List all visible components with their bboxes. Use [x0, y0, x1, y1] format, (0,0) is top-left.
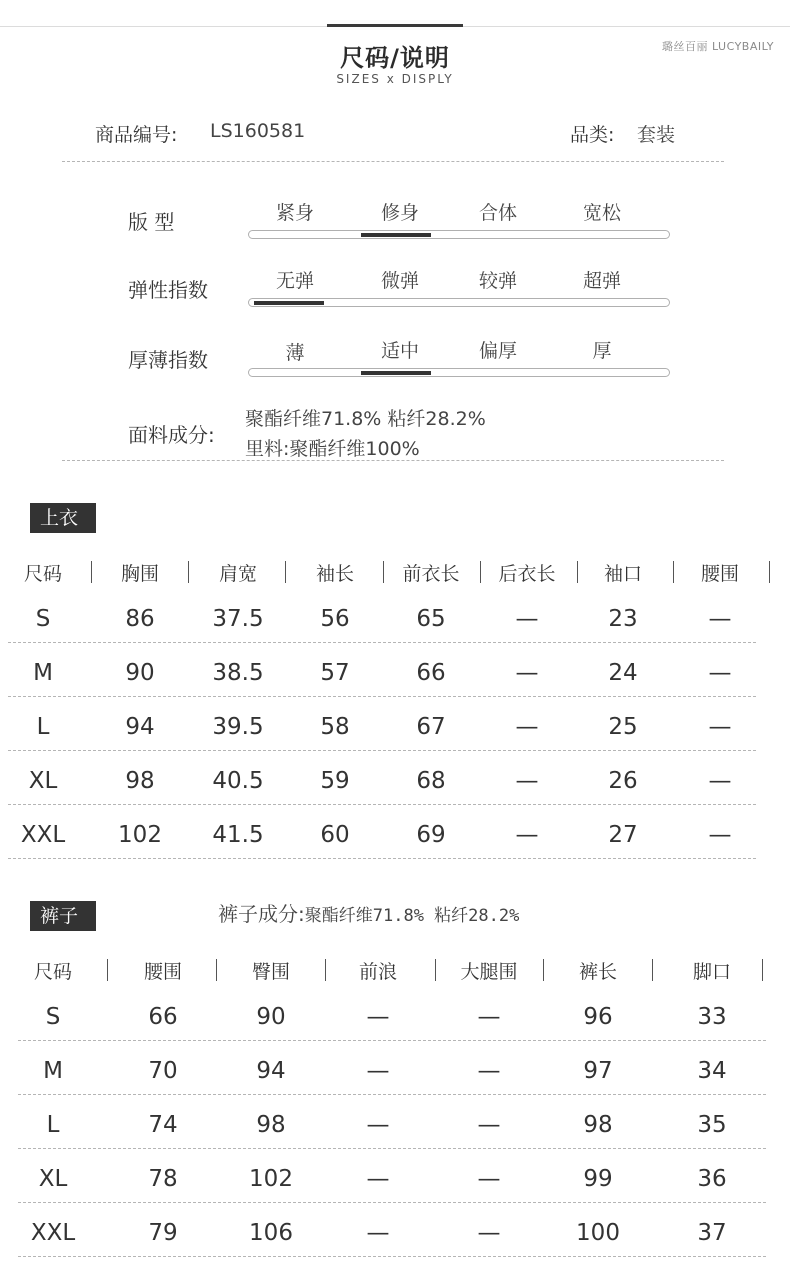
table-cell: XXL	[30, 1220, 76, 1246]
table-cell: 40.5	[212, 768, 264, 794]
table-cell: 94	[256, 1058, 286, 1084]
column-separator	[107, 959, 108, 981]
table-cell: 65	[416, 606, 446, 632]
brand-name: 璐丝百丽 LUCYBAILY	[661, 40, 774, 53]
table-cell: L	[46, 1112, 60, 1138]
table-cell: 57	[320, 660, 350, 686]
row-divider	[8, 750, 756, 751]
attribute-option: 超弹	[582, 270, 621, 292]
table-cell: 74	[148, 1112, 178, 1138]
column-header: 袖长	[315, 563, 354, 585]
row-divider	[8, 696, 756, 697]
table-cell: XL	[38, 1166, 68, 1192]
table-cell: 102	[249, 1166, 293, 1192]
column-header: 后衣长	[498, 563, 556, 585]
attribute-title: 版 型	[128, 210, 175, 234]
table-cell: —	[708, 768, 732, 794]
attribute-option: 微弹	[380, 270, 419, 292]
table-cell: —	[515, 660, 539, 686]
attribute-option: 较弹	[478, 270, 517, 292]
table-cell: 37	[697, 1220, 727, 1246]
column-separator	[91, 561, 92, 583]
row-divider	[8, 804, 756, 805]
column-separator	[769, 561, 770, 583]
table-cell: 97	[583, 1058, 613, 1084]
row-divider	[18, 1040, 766, 1041]
column-separator	[383, 561, 384, 583]
column-separator	[188, 561, 189, 583]
table-cell: 90	[125, 660, 155, 686]
table-cell: M	[33, 660, 53, 686]
table-cell: 26	[608, 768, 638, 794]
table-cell: 90	[256, 1004, 286, 1030]
column-separator	[543, 959, 544, 981]
column-header: 尺码	[23, 563, 62, 585]
column-separator	[435, 959, 436, 981]
attribute-track	[248, 230, 670, 239]
attribute-option: 紧身	[275, 202, 314, 224]
column-header: 袖口	[603, 563, 642, 585]
table-cell: 35	[697, 1112, 727, 1138]
column-header: 肩宽	[218, 563, 257, 585]
table-cell: —	[515, 822, 539, 848]
table-cell: 27	[608, 822, 638, 848]
divider	[62, 460, 724, 461]
page-subtitle: SIZES x DISPLY	[336, 72, 454, 86]
column-header: 裤长	[578, 961, 617, 983]
table-cell: 69	[416, 822, 446, 848]
table-cell: —	[366, 1004, 390, 1030]
table-cell: 60	[320, 822, 350, 848]
table-cell: 98	[256, 1112, 286, 1138]
table-cell: 56	[320, 606, 350, 632]
fabric-label: 面料成分:	[128, 423, 215, 447]
table-cell: 68	[416, 768, 446, 794]
table-cell: 102	[118, 822, 162, 848]
table-cell: 37.5	[212, 606, 264, 632]
column-header: 臀围	[251, 961, 290, 983]
product-code-label: 商品编号:	[95, 124, 178, 146]
table-cell: 94	[125, 714, 155, 740]
table-cell: —	[477, 1112, 501, 1138]
attribute-option: 修身	[380, 202, 419, 224]
row-divider	[8, 858, 756, 859]
table-cell: 79	[148, 1220, 178, 1246]
column-separator	[325, 959, 326, 981]
table-cell: —	[366, 1166, 390, 1192]
table-cell: 70	[148, 1058, 178, 1084]
section-tag-top: 上衣	[30, 503, 96, 533]
column-header: 腰围	[143, 961, 182, 983]
column-header: 胸围	[120, 563, 159, 585]
table-cell: 24	[608, 660, 638, 686]
attribute-option: 无弹	[275, 270, 314, 292]
row-divider	[18, 1202, 766, 1203]
attribute-option: 薄	[285, 342, 305, 364]
table-cell: —	[477, 1220, 501, 1246]
column-separator	[652, 959, 653, 981]
table-cell: 39.5	[212, 714, 264, 740]
row-divider	[18, 1148, 766, 1149]
table-cell: 78	[148, 1166, 178, 1192]
attribute-marker	[254, 301, 324, 305]
table-cell: S	[45, 1004, 61, 1030]
table-cell: 41.5	[212, 822, 264, 848]
column-separator	[285, 561, 286, 583]
table-cell: —	[366, 1112, 390, 1138]
attribute-option: 偏厚	[478, 340, 517, 362]
table-cell: —	[708, 606, 732, 632]
row-divider	[18, 1094, 766, 1095]
table-cell: —	[708, 822, 732, 848]
table-cell: 38.5	[212, 660, 264, 686]
attribute-title: 弹性指数	[128, 278, 208, 302]
table-cell: XL	[28, 768, 58, 794]
header-accent-bar	[327, 24, 463, 27]
pants-composition	[218, 898, 519, 927]
attribute-option: 适中	[380, 340, 419, 362]
table-cell: 96	[583, 1004, 613, 1030]
column-header: 前浪	[358, 961, 397, 983]
table-cell: 25	[608, 714, 638, 740]
table-cell: 59	[320, 768, 350, 794]
table-cell: 100	[576, 1220, 620, 1246]
table-cell: M	[43, 1058, 63, 1084]
table-cell: S	[35, 606, 51, 632]
table-cell: —	[477, 1058, 501, 1084]
table-cell: XXL	[20, 822, 66, 848]
table-cell: —	[515, 714, 539, 740]
table-cell: 67	[416, 714, 446, 740]
pants-composition-value: 聚酯纤维71.8% 粘纤28.2%	[304, 906, 520, 926]
table-cell: —	[366, 1220, 390, 1246]
attribute-option: 厚	[592, 340, 612, 362]
table-cell: 66	[416, 660, 446, 686]
attribute-title: 厚薄指数	[128, 348, 208, 372]
attribute-marker	[361, 371, 431, 375]
table-cell: —	[366, 1058, 390, 1084]
table-cell: 23	[608, 606, 638, 632]
table-cell: —	[515, 768, 539, 794]
column-separator	[577, 561, 578, 583]
table-cell: 86	[125, 606, 155, 632]
table-cell: L	[36, 714, 50, 740]
column-header: 尺码	[33, 961, 72, 983]
attribute-track	[248, 368, 670, 377]
table-cell: —	[515, 606, 539, 632]
fabric-composition: 聚酯纤维71.8% 粘纤28.2%	[245, 408, 486, 430]
table-cell: 98	[583, 1112, 613, 1138]
table-cell: 34	[697, 1058, 727, 1084]
pants-composition-label: 裤子成分:	[218, 902, 305, 926]
divider	[62, 161, 724, 162]
attribute-option: 宽松	[582, 202, 621, 224]
column-separator	[480, 561, 481, 583]
table-cell: 99	[583, 1166, 613, 1192]
table-cell: 58	[320, 714, 350, 740]
category-label: 品类:	[570, 124, 615, 146]
page-title: 尺码/说明	[340, 44, 450, 72]
section-tag-pants: 裤子	[30, 901, 96, 931]
column-header: 脚口	[692, 961, 731, 983]
category-value: 套装	[637, 124, 676, 146]
column-separator	[762, 959, 763, 981]
lining-composition: 里料:聚酯纤维100%	[245, 438, 420, 460]
column-header: 腰围	[700, 563, 739, 585]
product-code-value: LS160581	[210, 120, 306, 142]
row-divider	[18, 1256, 766, 1257]
column-header: 前衣长	[402, 563, 460, 585]
table-cell: —	[708, 660, 732, 686]
attribute-option: 合体	[478, 202, 517, 224]
table-cell: 33	[697, 1004, 727, 1030]
column-separator	[216, 959, 217, 981]
attribute-marker	[361, 233, 431, 237]
table-cell: 106	[249, 1220, 293, 1246]
table-cell: —	[477, 1004, 501, 1030]
column-header: 大腿围	[460, 961, 518, 983]
table-cell: —	[708, 714, 732, 740]
table-cell: 98	[125, 768, 155, 794]
column-separator	[673, 561, 674, 583]
table-cell: 36	[697, 1166, 727, 1192]
table-cell: —	[477, 1166, 501, 1192]
table-cell: 66	[148, 1004, 178, 1030]
row-divider	[8, 642, 756, 643]
